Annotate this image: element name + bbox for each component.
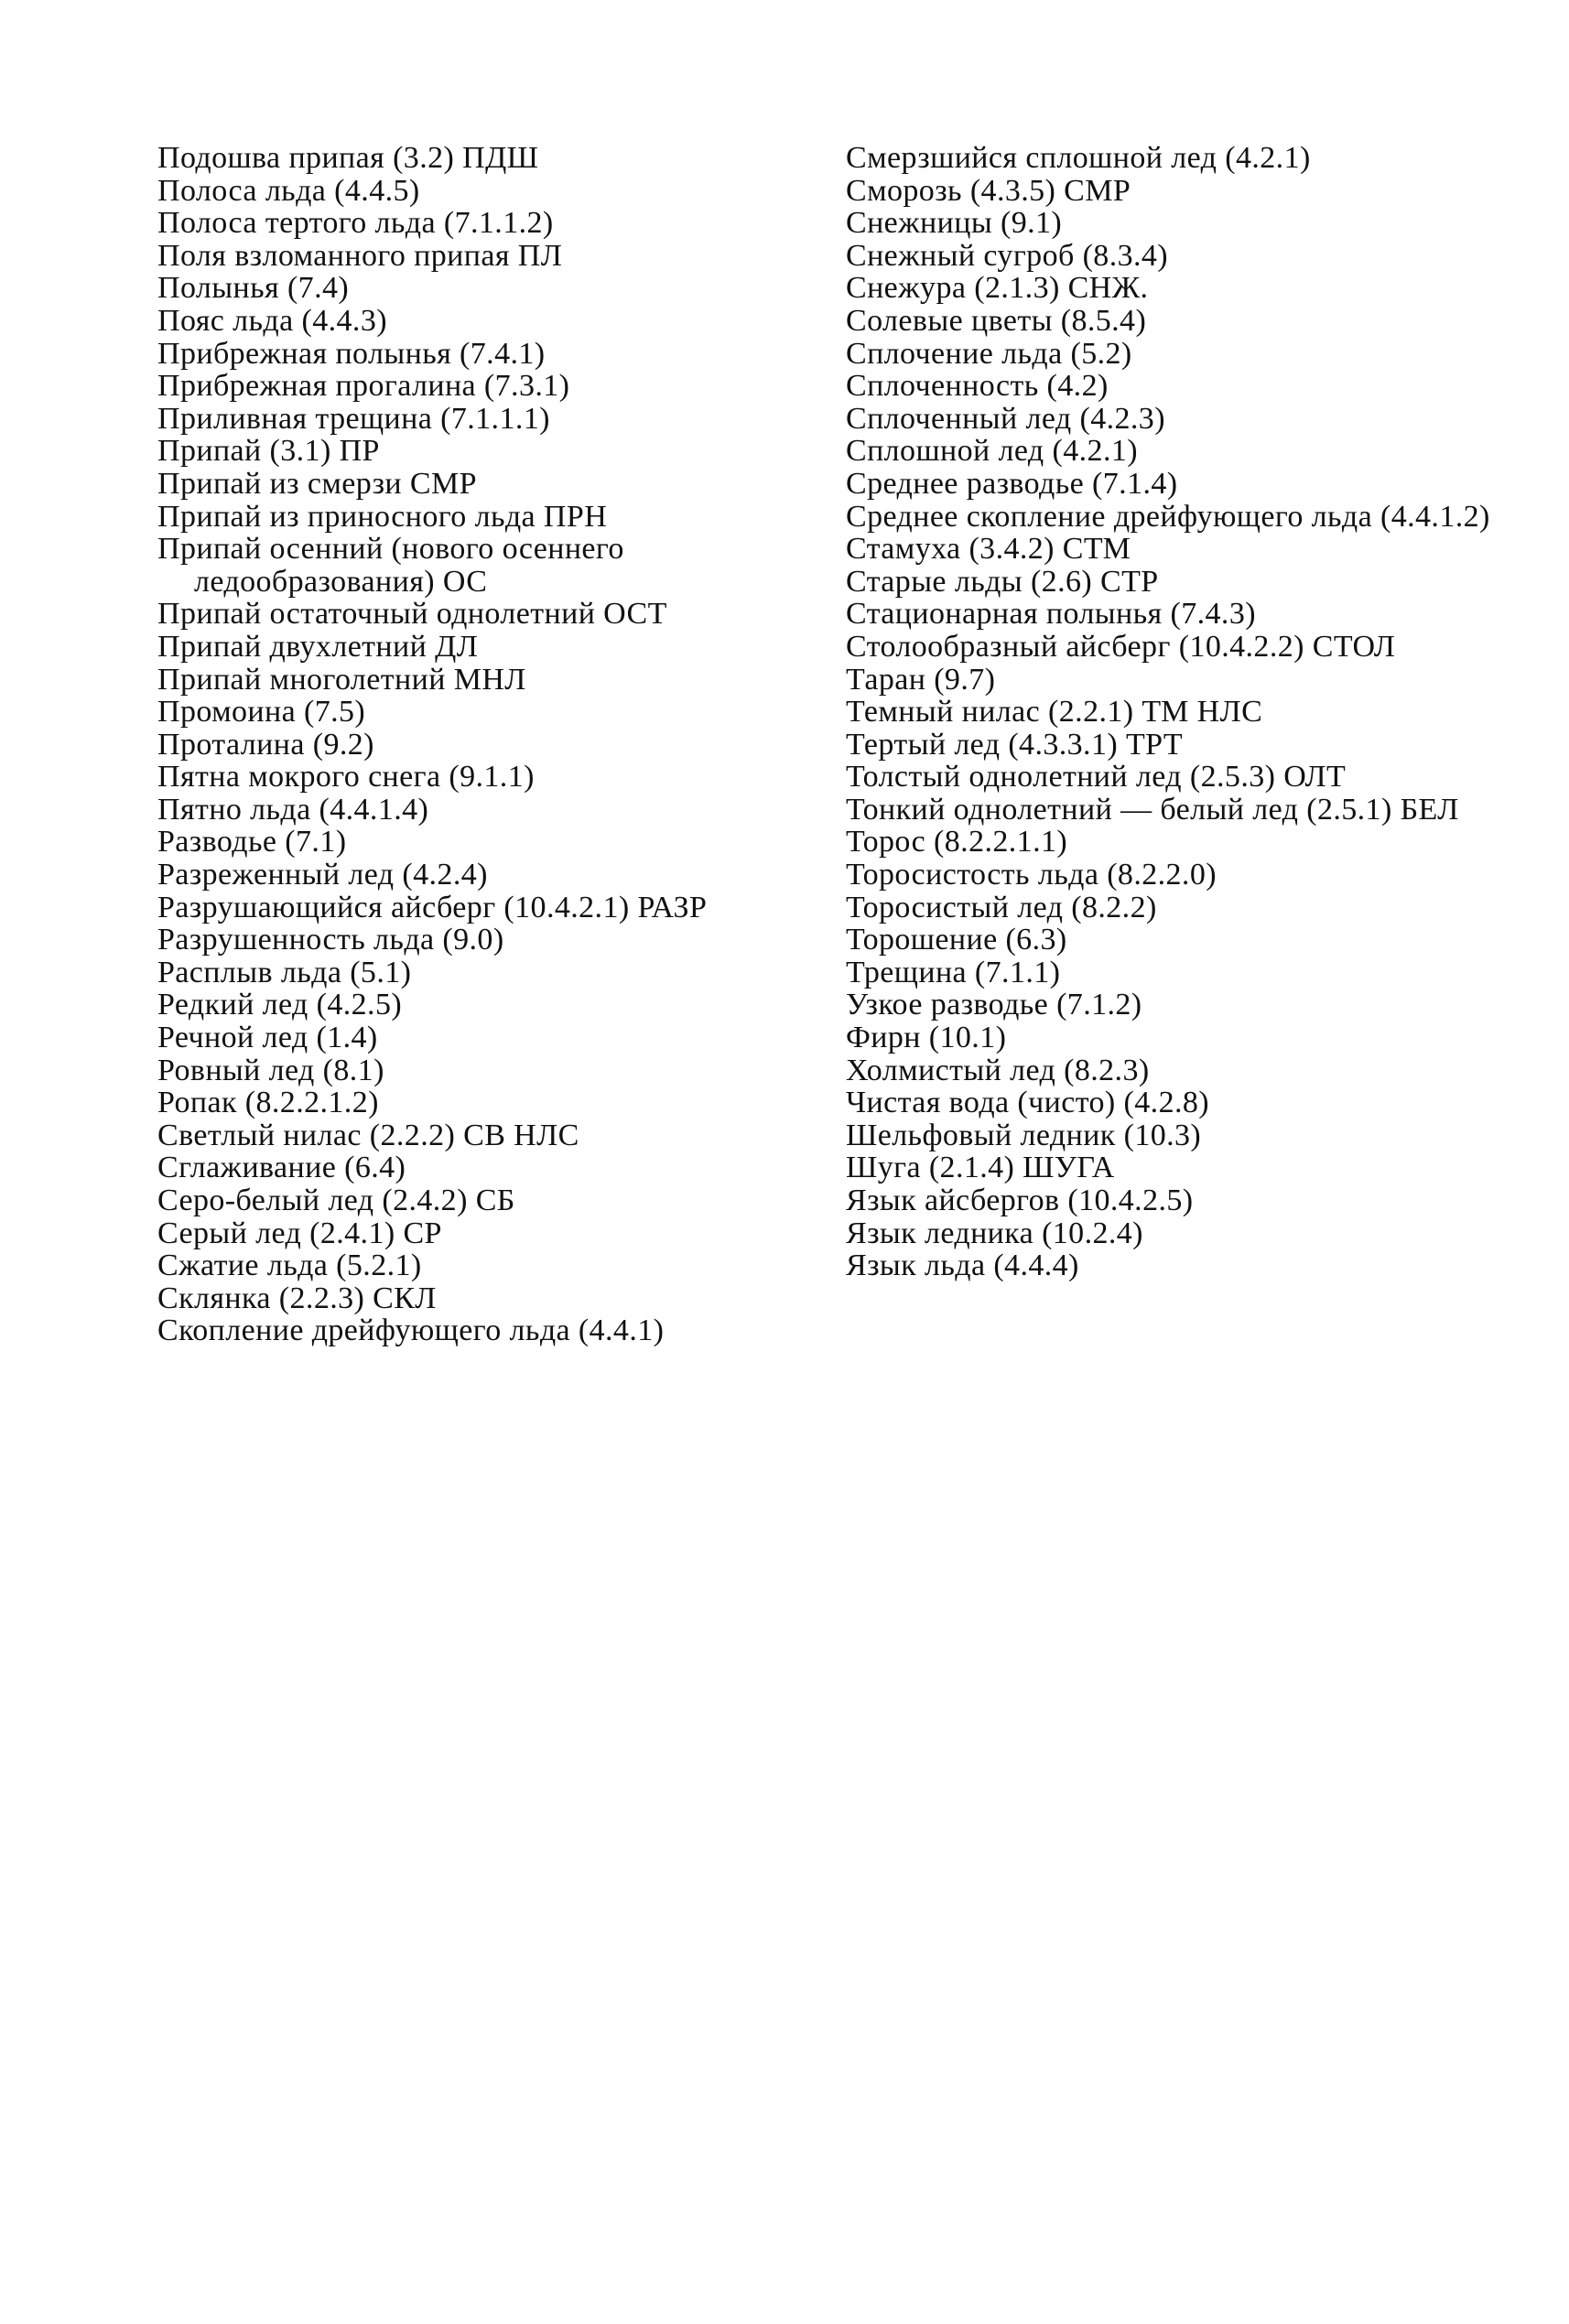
index-entry: Таран (9.7) xyxy=(846,662,996,697)
index-entry: Речной лед (1.4) xyxy=(157,1021,378,1055)
index-entry: Промоина (7.5) xyxy=(157,695,366,730)
index-entry: Снежницы (9.1) xyxy=(846,206,1063,241)
index-entry: Снежура (2.1.3) СНЖ. xyxy=(846,271,1149,306)
index-entry: Припай многолетний МНЛ xyxy=(157,662,526,697)
index-entry: Разводье (7.1) xyxy=(157,825,347,859)
index-entry: Серый лед (2.4.1) СР xyxy=(157,1216,442,1250)
index-entry: Проталина (9.2) xyxy=(157,727,374,762)
index-entry: Прибрежная полынья (7.4.1) xyxy=(157,336,546,371)
index-entry: Торошение (6.3) xyxy=(846,923,1067,957)
index-entry: Сморозь (4.3.5) СМР xyxy=(846,173,1131,208)
index-left-column xyxy=(157,142,817,1347)
index-entry: Среднее скопление дрейфующего льда (4.4.1.2) xyxy=(846,499,1490,534)
index-entry: Стационарная полынья (7.4.3) xyxy=(846,597,1256,632)
index-entry: Припай осенний (нового осеннего ледообразования) ОС xyxy=(157,532,624,599)
index-entry: Сжатие льда (5.2.1) xyxy=(157,1248,422,1283)
index-entry: Разрушенность льда (9.0) xyxy=(157,923,504,957)
index-entry: Сплошной лед (4.2.1) xyxy=(846,434,1138,469)
index-entry: Припай из приносного льда ПРН xyxy=(157,499,608,534)
index-entry: Подошва припая (3.2) ПДШ xyxy=(157,141,539,175)
index-entry: Тертый лед (4.3.3.1) ТРТ xyxy=(846,727,1184,762)
index-entry: Разреженный лед (4.2.4) xyxy=(157,858,488,892)
index-entry: Тонкий однолетний — белый лед (2.5.1) БЕЛ xyxy=(846,792,1459,827)
index-entry: Трещина (7.1.1) xyxy=(846,955,1061,989)
index-entry: Шельфовый ледник (10.3) xyxy=(846,1118,1202,1152)
index-entry: Сплоченный лед (4.2.3) xyxy=(846,401,1165,436)
index-entry: Солевые цветы (8.5.4) xyxy=(846,303,1147,338)
index-entry: Склянка (2.2.3) СКЛ xyxy=(157,1281,437,1315)
index-entry: Сплоченность (4.2) xyxy=(846,369,1109,404)
index-entry: Приливная трещина (7.1.1.1) xyxy=(157,401,550,436)
index-entry: Припай остаточный однолетний ОСТ xyxy=(157,597,667,632)
index-entry: Шуга (2.1.4) ШУГА xyxy=(846,1151,1115,1185)
index-entry: Припай двухлетний ДЛ xyxy=(157,629,479,664)
index-entry: Язык льда (4.4.4) xyxy=(846,1248,1079,1283)
index-entry: Прибрежная прогалина (7.3.1) xyxy=(157,369,570,404)
index-entry: Редкий лед (4.2.5) xyxy=(157,988,403,1022)
index-entry: Сглаживание (6.4) xyxy=(157,1151,406,1185)
index-entry: Столообразный айсберг (10.4.2.2) СТОЛ xyxy=(846,629,1396,664)
index-entry: Полоса тертого льда (7.1.1.2) xyxy=(157,206,554,241)
index-entry: Смерзшийся сплошной лед (4.2.1) xyxy=(846,141,1311,175)
index-entry: Узкое разводье (7.1.2) xyxy=(846,988,1142,1022)
index-entry: Пятна мокрого снега (9.1.1) xyxy=(157,760,535,794)
index-entry: Торосистость льда (8.2.2.0) xyxy=(846,858,1217,892)
index-entry: Толстый однолетний лед (2.5.3) ОЛТ xyxy=(846,760,1347,794)
index-entry: Скопление дрейфующего льда (4.4.1) xyxy=(157,1313,665,1348)
index-entry: Среднее разводье (7.1.4) xyxy=(846,466,1178,501)
index-entry: Снежный сугроб (8.3.4) xyxy=(846,238,1169,273)
index-entry: Расплыв льда (5.1) xyxy=(157,955,412,989)
index-entry: Разрушающийся айсберг (10.4.2.1) РАЗР xyxy=(157,890,708,924)
index-entry: Полынья (7.4) xyxy=(157,271,350,306)
index-entry: Чистая вода (чисто) (4.2.8) xyxy=(846,1086,1210,1120)
index-entry: Пятно льда (4.4.1.4) xyxy=(157,792,429,827)
index-entry: Сплочение льда (5.2) xyxy=(846,336,1132,371)
index-right-column xyxy=(846,142,1505,1282)
index-entry: Светлый нилас (2.2.2) СВ НЛС xyxy=(157,1118,579,1152)
index-entry: Язык ледника (10.2.4) xyxy=(846,1216,1143,1250)
index-entry: Стамуха (3.4.2) СТМ xyxy=(846,532,1131,567)
index-entry: Фирн (10.1) xyxy=(846,1021,1007,1055)
index-entry: Серо-белый лед (2.4.2) СБ xyxy=(157,1184,515,1217)
index-entry: Торос (8.2.2.1.1) xyxy=(846,825,1068,859)
index-entry: Старые льды (2.6) СТР xyxy=(846,564,1159,599)
index-entry: Припай (3.1) ПР xyxy=(157,434,380,469)
index-entry: Холмистый лед (8.2.3) xyxy=(846,1053,1150,1087)
index-entry: Язык айсбергов (10.4.2.5) xyxy=(846,1184,1194,1217)
index-entry: Ровный лед (8.1) xyxy=(157,1053,384,1087)
index-entry: Торосистый лед (8.2.2) xyxy=(846,890,1157,924)
index-entry: Пояс льда (4.4.3) xyxy=(157,303,387,338)
index-entry: Припай из смерзи СМР xyxy=(157,466,477,501)
index-entry: Темный нилас (2.2.1) ТМ НЛС xyxy=(846,695,1263,730)
index-entry: Ропак (8.2.2.1.2) xyxy=(157,1086,379,1120)
index-entry: Поля взломанного припая ПЛ xyxy=(157,238,563,273)
index-entry: Полоса льда (4.4.5) xyxy=(157,173,420,208)
